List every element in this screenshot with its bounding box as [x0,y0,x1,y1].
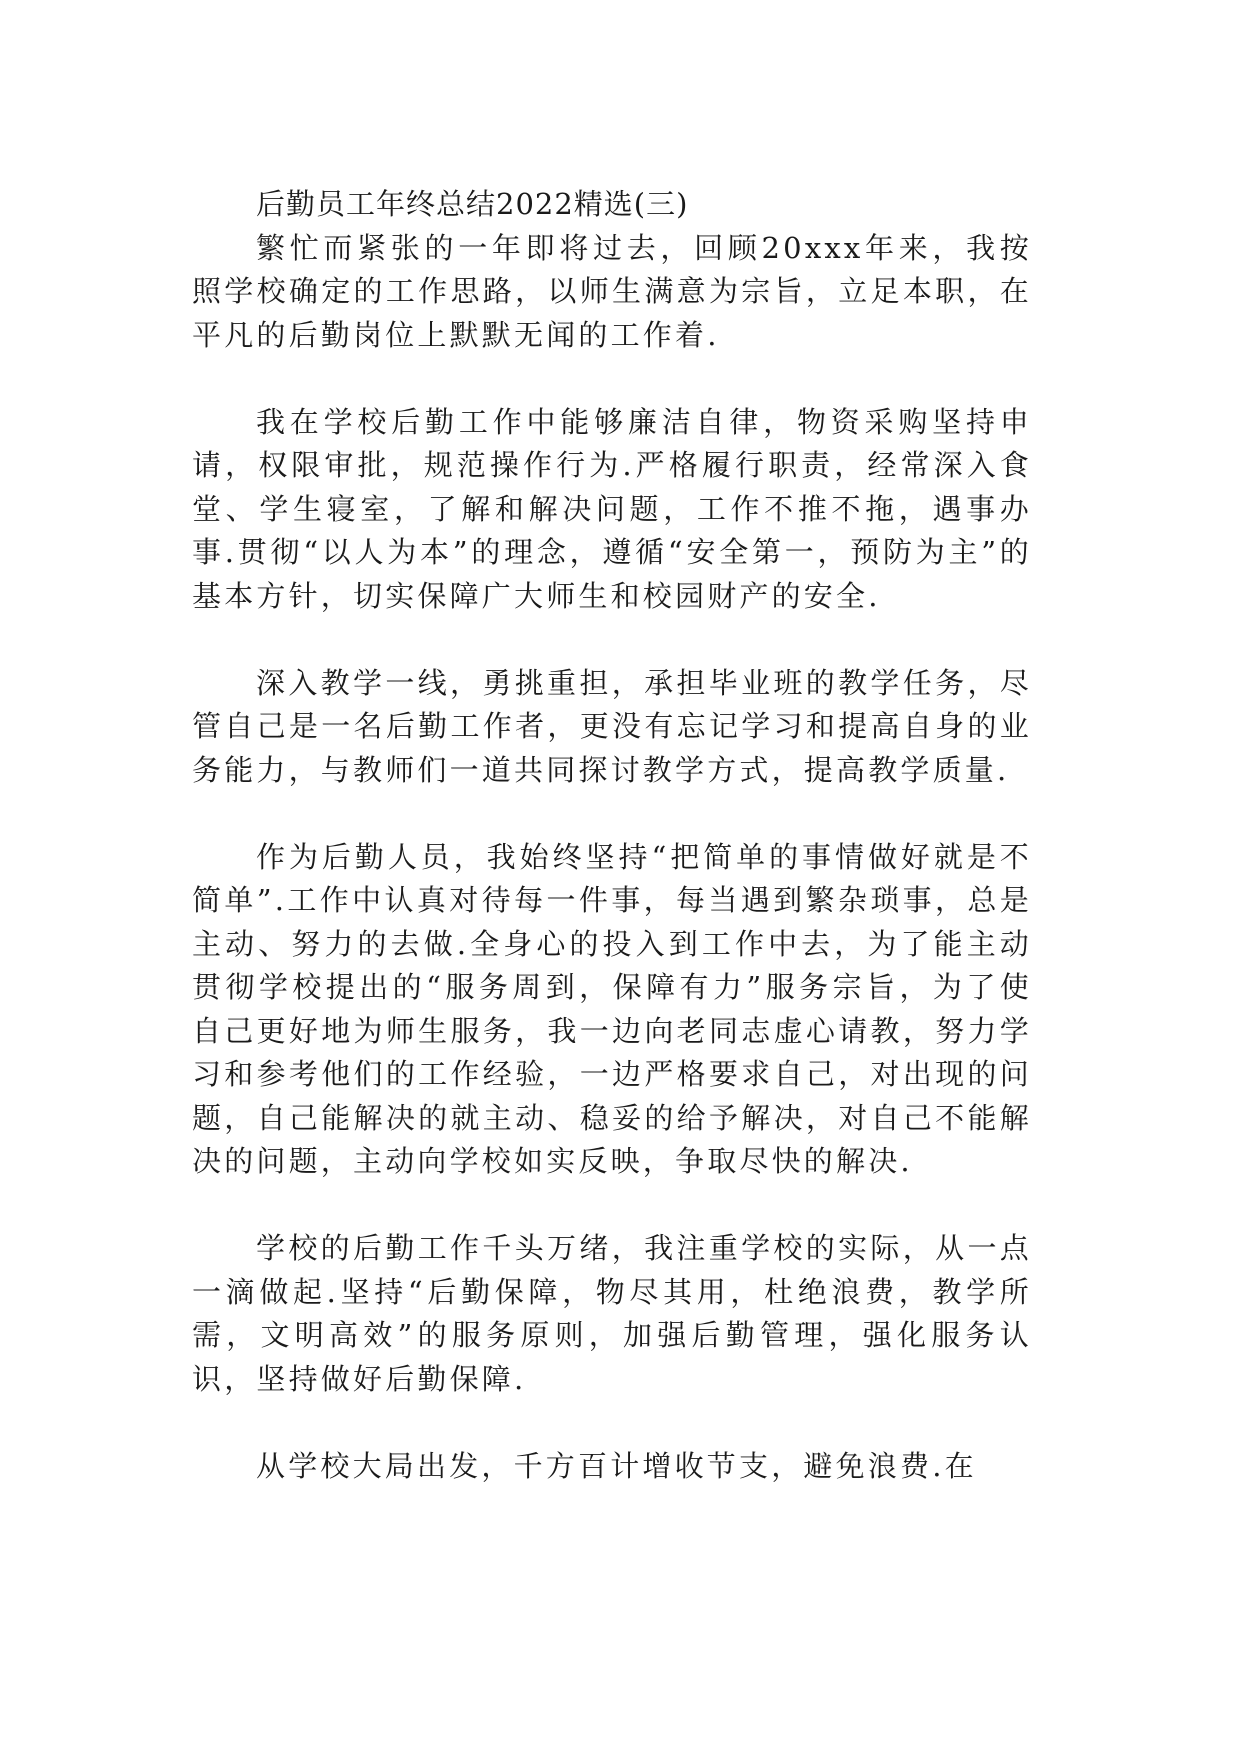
paragraph-3: 深入教学一线，勇挑重担，承担毕业班的教学任务，尽管自己是一名后勤工作者，更没有忘记学习和提高自身的业务能力，与教师们一道共同探讨教学方式，提高教学质量. [192,665,1032,787]
document-title: 后勤员工年终总结2022精选(三) [256,187,689,221]
paragraph-5: 学校的后勤工作千头万绪，我注重学校的实际，从一点一滴做起.坚持“后勤保障，物尽其用，杜绝浪费，教学所需，文明高效”的服务原则，加强后勤管理，强化服务认识，坚持做好后勤保障. [192,1231,1032,1396]
paragraph-6: 从学校大局出发，千方百计增收节支，避免浪费.在 [256,1448,977,1483]
paragraph-spacer [192,357,1032,401]
paragraph-spacer [192,1184,1032,1228]
paragraph-1: 繁忙而紧张的一年即将过去，回顾20xxx年来，我按照学校确定的工作思路，以师生满意为宗旨，立足本职，在平凡的后勤岗位上默默无闻的工作着. [192,230,1032,352]
paragraph-spacer [192,792,1032,836]
paragraph-4: 作为后勤人员，我始终坚持“把简单的事情做好就是不简单”.工作中认真对待每一件事，每当遇到繁杂琐事，总是主动、努力的去做.全身心的投入到工作中去，为了能主动贯彻学校提出的“服务周到，保障有力”服务宗旨，为了使自己更好地为师生服务，我一边向老同志虚心请教，努力学习和参考他们的工作经验，一边严格要求自己，对出现的问题，自己能解决的就主动、稳妥的给予解决，对自己不能解决的问题，主动向学校如实反映，争取尽快的解决. [192,839,1032,1178]
document-body [192,183,1032,1488]
paragraph-spacer [192,618,1032,662]
paragraph-2: 我在学校后勤工作中能够廉洁自律，物资采购坚持申请，权限审批，规范操作行为.严格履行职责，经常深入食堂、学生寝室，了解和解决问题，工作不推不拖，遇事办事.贯彻“以人为本”的理念，遵循“安全第一，预防为主”的基本方针，切实保障广大师生和校园财产的安全. [192,404,1032,613]
paragraph-spacer [192,1401,1032,1445]
